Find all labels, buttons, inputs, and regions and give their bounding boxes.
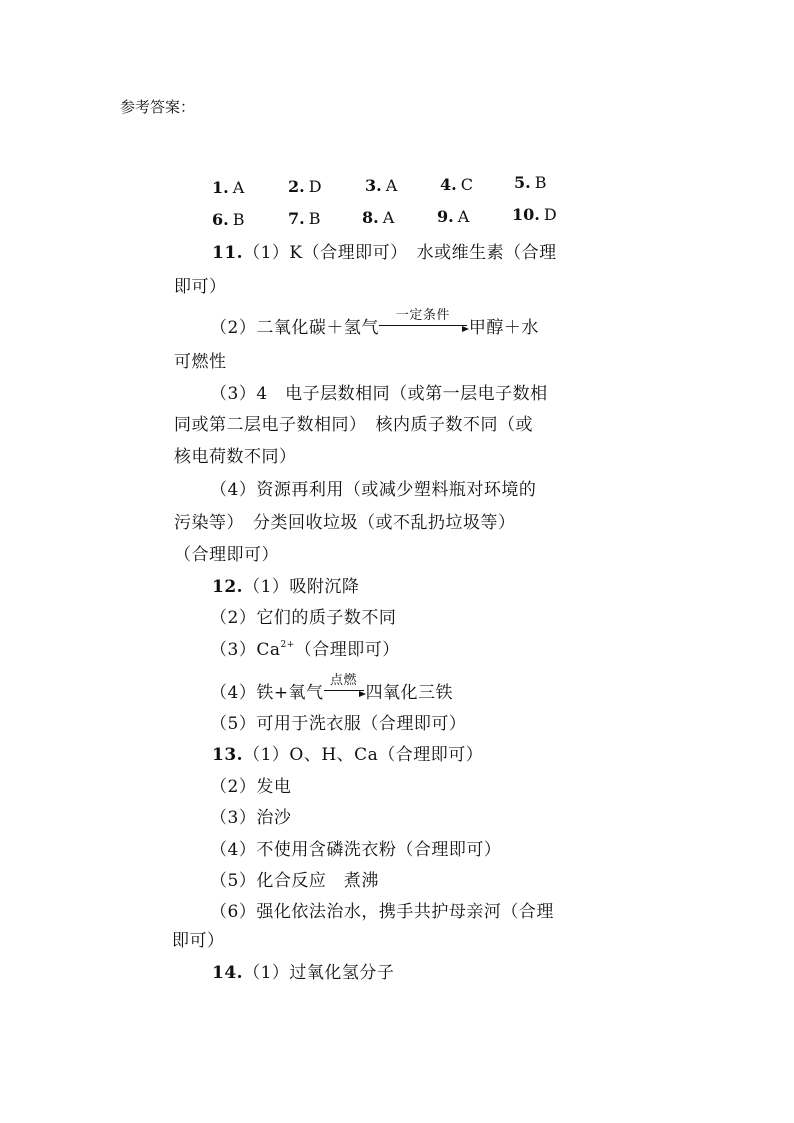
question-number: 12. <box>212 577 244 597</box>
q14-part1 <box>212 958 394 983</box>
mc-number: 1. <box>212 178 229 197</box>
reaction-condition: 一定条件 <box>395 308 450 323</box>
mc-choice: A <box>232 178 245 197</box>
mc-choice: B <box>308 209 321 228</box>
q11-part2-equation <box>210 308 539 338</box>
q13-part2: （2）发电 <box>210 777 292 797</box>
answer-text: （1）K（合理即可） 水或维生素（合理 <box>243 243 557 263</box>
reactants: （2）二氧化碳＋氢气 <box>210 318 379 338</box>
mc-number: 6. <box>212 210 229 229</box>
mc-choice: A <box>382 208 395 227</box>
mc-number: 9. <box>437 207 454 226</box>
q13-part4: （4）不使用含磷洗衣粉（合理即可） <box>210 840 502 860</box>
mc-choice: C <box>460 175 473 194</box>
products: 四氧化三铁 <box>365 683 454 703</box>
answer-text: （1）过氧化氢分子 <box>243 963 395 983</box>
q12-part4-equation <box>210 673 454 703</box>
question-number: 13. <box>212 745 244 765</box>
q11-part4-line1: （4）资源再利用（或减少塑料瓶对环境的 <box>210 480 537 500</box>
mc-answer-1 <box>212 178 244 197</box>
answer-text: （1）O、H、Ca（合理即可） <box>243 745 484 765</box>
mc-choice: A <box>457 207 470 226</box>
mc-number: 7. <box>288 209 305 228</box>
q11-part3-line2: 同或第二层电子数相同） 核内质子数不同（或 <box>174 415 533 435</box>
mc-answer-5 <box>514 173 546 192</box>
mc-number: 8. <box>362 208 379 227</box>
mc-number: 2. <box>288 177 305 196</box>
mc-answer-3 <box>365 176 397 195</box>
q13-part3: （3）治沙 <box>210 808 292 828</box>
q11-part4-line2: 污染等） 分类回收垃圾（或不乱扔垃圾等） <box>174 513 516 533</box>
q11-part2-line2: 可燃性 <box>174 352 227 372</box>
q13-part6-line2: 即可） <box>172 931 225 951</box>
q13-part6-line1: （6）强化依法治水，携手共护母亲河（合理 <box>210 902 554 922</box>
mc-answer-8 <box>362 208 394 227</box>
answer-text: （1）吸附沉降 <box>243 577 360 597</box>
q11-part3-line3: 核电荷数不同） <box>174 447 297 467</box>
mc-answer-4 <box>440 175 473 194</box>
answer-text: （合理即可） <box>294 640 400 660</box>
mc-number: 10. <box>512 205 540 224</box>
mc-number: 5. <box>514 173 531 192</box>
q13-part1 <box>212 740 483 765</box>
ion-charge: 2+ <box>280 640 295 650</box>
ion-symbol: （3）Ca <box>210 640 281 660</box>
mc-choice: B <box>232 210 245 229</box>
question-number: 14. <box>212 963 244 983</box>
mc-choice: D <box>543 205 557 224</box>
mc-number: 4. <box>440 175 457 194</box>
reaction-condition: 点燃 <box>330 673 358 688</box>
q11-part1-line2: 即可） <box>174 277 227 297</box>
q12-part5: （5）可用于洗衣服（合理即可） <box>210 714 467 734</box>
mc-choice: B <box>534 173 547 192</box>
question-number: 11. <box>212 243 244 263</box>
mc-choice: D <box>308 177 322 196</box>
q11-part4-line3: （合理即可） <box>174 545 279 565</box>
q11-part1-line1 <box>212 238 557 263</box>
reaction-arrow <box>379 308 467 338</box>
q13-part5: （5）化合反应 煮沸 <box>210 871 379 891</box>
mc-answer-7 <box>288 209 320 228</box>
mc-answer-6 <box>212 210 244 229</box>
q12-part2: （2）它们的质子数不同 <box>210 608 397 628</box>
mc-choice: A <box>385 176 398 195</box>
products: 甲醇＋水 <box>468 318 539 338</box>
mc-answer-2 <box>288 177 322 196</box>
mc-answer-10 <box>512 205 557 224</box>
q12-part1 <box>212 572 359 597</box>
q11-part3-line1: （3）4 电子层数相同（或第一层电子数相 <box>210 384 548 404</box>
reaction-arrow <box>324 673 364 703</box>
mc-answer-9 <box>437 207 469 226</box>
reactants: （4）铁+氧气 <box>210 683 324 703</box>
answer-heading: 参考答案： <box>120 98 196 116</box>
mc-number: 3. <box>365 176 382 195</box>
q12-part3 <box>210 635 400 660</box>
